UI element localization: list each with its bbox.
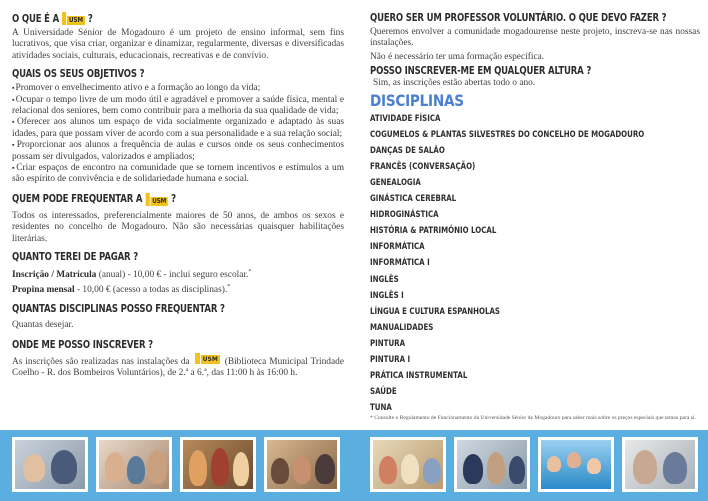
list-item: ▪ Promover o envelhecimento ativo e a formação ao longo da vida; [12,83,344,94]
fee-enrollment: Inscrição / Matrícula (anual) - 10,00 € - inclui seguro escolar.* [12,269,252,281]
discipline-item: INFORMÁTICA I [370,257,430,268]
exercise-class-photo [370,437,446,492]
aqua-gym-photo [538,437,614,492]
right-column [370,6,700,422]
objectives-list [12,83,344,186]
seniors-group-photo [96,437,172,492]
discipline-item: PINTURA [370,337,406,348]
discipline-item: INGLÊS I [370,289,404,300]
seniors-laptop-photo [622,437,698,492]
disciplines-list [370,110,700,416]
list-item: ▪ Criar espaços de encontro na comunidade que se tornem incentivos e estímulos a um são espírito de convivência e de solidariedade humana e social. [12,163,344,186]
heading-who-can-attend: QUEM PODE FREQUENTAR A USM ? [12,193,176,206]
discipline-item: ATIVIDADE FÍSICA [370,112,441,123]
dance-class-photo [180,437,256,492]
enroll-anytime-text: Sim, as inscrições estão abertas todo o ano. [373,78,536,89]
computer-class-photo [12,437,88,492]
heading-where-to-enroll: ONDE ME POSSO INSCREVER ? [12,338,153,351]
discipline-item: INFORMÁTICA [370,241,425,252]
intro-text: A Universidade Sénior de Mogadouro é um projeto de ensino informal, sem fins lucrativos, que visa criar, organizar e dinamizar, regularmente, diversas e diversificadas atividades sociais, culturais, educacionais, recreativas e de convívio. [12,28,344,61]
discipline-item: GINÁSTICA CEREBRAL [370,193,457,204]
discipline-item: COGUMELOS & PLANTAS SILVESTRES DO CONCELHO DE MOGADOURO [370,128,645,139]
heading-fees: QUANTO TEREI DE PAGAR ? [12,251,138,264]
discipline-item: INGLÊS [370,273,399,284]
volunteer-text-2: Não é necessário ter uma formação específica. [370,51,545,62]
discipline-item: SAÚDE [370,386,397,397]
classroom-photo [454,437,530,492]
discipline-item: MANUALIDADES [370,321,434,332]
usm-logo-icon: USM [146,193,168,206]
heading-volunteer-teacher: QUERO SER UM PROFESSOR VOLUNTÁRIO. O QUE DEVO FAZER ? [370,12,667,24]
list-item: ▪ Ocupar o tempo livre de um modo útil e agradável e promover a saúde física, mental e relacional dos seniores, bem como contribuir para a melhoria da sua qualidade de vida; [12,95,344,118]
volunteer-text: Queremos envolver a comunidade mogadourense neste projeto, inscreva-se nas nossas instalações. [370,27,700,49]
heading-how-many-subjects: QUANTAS DISCIPLINAS POSSO FREQUENTAR ? [12,303,225,316]
lecture-photo [264,437,340,492]
discipline-item: HISTÓRIA & PATRIMÓNIO LOCAL [370,225,497,236]
fee-monthly: Propina mensal - 10,00 € (acesso a todas as disciplinas).* [12,283,231,295]
attendance-text: Todos os interessados, preferencialmente maiores de 50 anos, de ambos os sexos e residentes no concelho de Mogadouro. Não são necessárias quaisquer habilitações literárias. [12,210,344,244]
left-column [12,6,344,379]
discipline-item: PRÁTICA INSTRUMENTAL [370,370,468,381]
discipline-item: PINTURA I [370,354,411,365]
subjects-answer: Quantas desejar. [12,320,74,331]
heading-objectives: QUAIS OS SEUS OBJETIVOS ? [12,68,145,81]
disciplines-title: DISCIPLINAS [370,90,464,110]
footnote: * Consulte o Regulamento de Funcionamento da Universidade Sénior de Mogadouro para saber mais sobre os preços especiais que temos para si. [370,415,696,422]
heading-what-is: O QUE É A USM ? [12,12,93,25]
discipline-item: HIDROGINÁSTICA [370,209,439,220]
discipline-item: FRANCÊS (CONVERSAÇÃO) [370,160,476,171]
usm-logo-icon: USM [195,353,220,364]
discipline-item: LÍNGUA E CULTURA ESPANHOLAS [370,305,501,316]
discipline-item: TUNA [370,402,392,413]
list-item: ▪ Proporcionar aos alunos a frequência de aulas e cursos onde os seus conhecimentos possam ser divulgados, valorizados e ampliados; [12,140,344,163]
heading-enroll-anytime: POSSO INSCREVER-ME EM QUALQUER ALTURA ? [370,65,592,78]
enroll-text: As inscrições são realizadas nas instalações da USM (Biblioteca Municipal Trindade Coelho - R. dos Bombeiros Voluntários), de 2.ª a 6.ª, das 11:00 h às 16:00 h. [12,353,344,380]
discipline-item: DANÇAS DE SALÃO [370,144,445,155]
discipline-item: GENEALOGIA [370,177,421,187]
usm-logo-icon: USM [62,12,84,25]
list-item: ▪ Oferecer aos alunos um espaço de vida socialmente organizado e adaptado às suas idades, para que possam viver de acordo com a sua personalidade e a sua relação social; [12,117,344,140]
